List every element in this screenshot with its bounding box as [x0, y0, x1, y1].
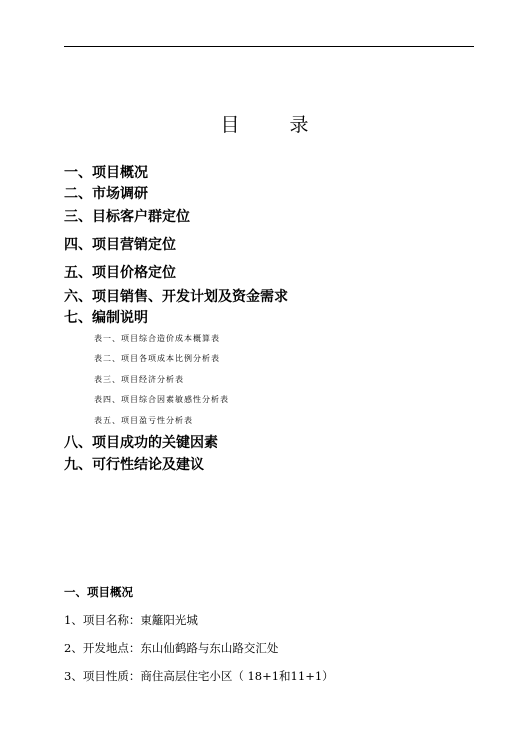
project-name-line: 1、项目名称：東籬阳光城	[64, 613, 198, 627]
toc-item-key-factors[interactable]: 八、项目成功的关键因素	[64, 435, 218, 451]
section-heading: 一、项目概况	[64, 585, 133, 599]
toc-item-overview[interactable]: 一、项目概况	[64, 165, 148, 181]
toc-item-conclusion[interactable]: 九、可行性结论及建议	[64, 457, 204, 473]
header-rule	[64, 46, 474, 47]
toc-subitem-table-3[interactable]: 表三、项目经济分析表	[94, 375, 184, 384]
toc-item-target-customers[interactable]: 三、目标客户群定位	[64, 209, 190, 225]
toc-item-market-research[interactable]: 二、市场调研	[64, 186, 148, 202]
toc-item-sales-plan[interactable]: 六、项目销售、开发计划及资金需求	[64, 289, 288, 305]
toc-item-marketing-positioning[interactable]: 四、项目营销定位	[64, 237, 176, 253]
toc-item-compilation-notes[interactable]: 七、编制说明	[64, 310, 148, 326]
project-type-line: 3、项目性质：商住高层住宅小区（ 18+1和11+1）	[64, 669, 334, 683]
toc-subitem-table-1[interactable]: 表一、项目综合造价成本概算表	[94, 334, 220, 343]
toc-subitem-table-5[interactable]: 表五、项目盈亏性分析表	[94, 416, 193, 425]
toc-subitem-table-4[interactable]: 表四、项目综合因素敏感性分析表	[94, 395, 229, 404]
toc-subitem-table-2[interactable]: 表二、项目各项成本比例分析表	[94, 354, 220, 363]
toc-item-price-positioning[interactable]: 五、项目价格定位	[64, 265, 176, 281]
project-location-line: 2、开发地点：东山仙鹤路与东山路交汇处	[64, 641, 279, 655]
toc-title: 目 录	[220, 114, 331, 136]
